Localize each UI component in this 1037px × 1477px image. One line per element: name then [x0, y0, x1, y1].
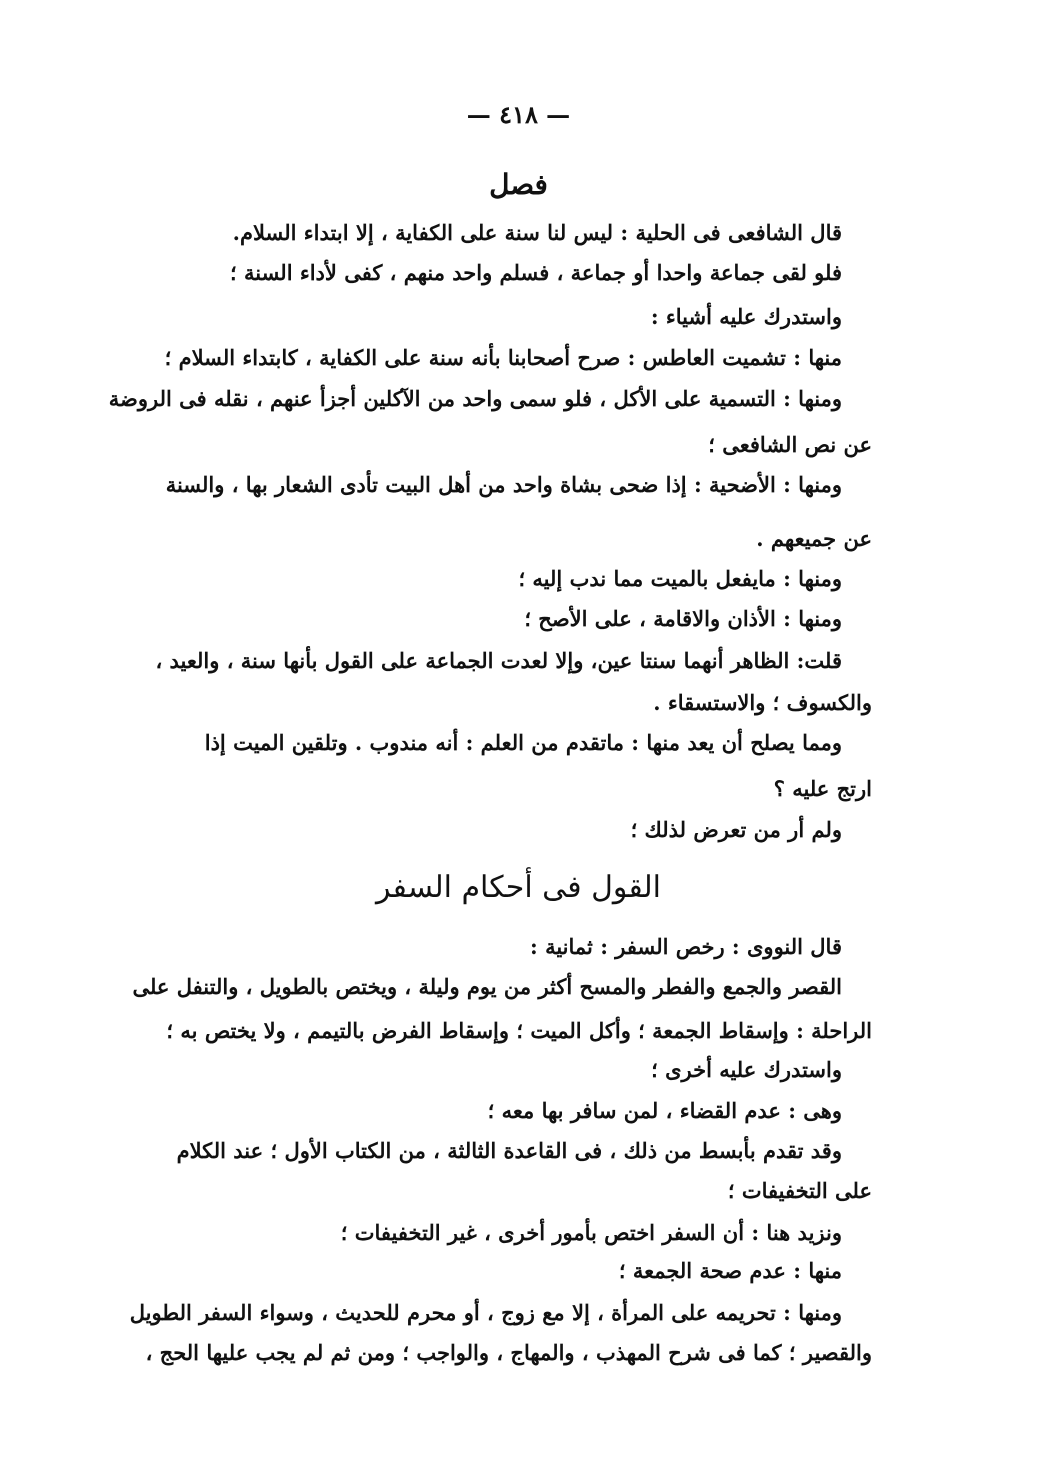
text-line: القصر والجمع والفطر والمسح أكثر من يوم وليلة ، ويختص بالطويل ، والتنفل على — [132, 974, 842, 999]
text-line: ارتج عليه ؟ — [773, 776, 872, 801]
text-line: ولم أر من تعرض لذلك ؛ — [630, 817, 842, 842]
text-line: ومما يصلح أن يعد منها : ماتقدم من العلم : أنه مندوب . وتلقين الميت إذا — [204, 730, 842, 755]
text-line: واستدرك عليه أخرى ؛ — [651, 1057, 842, 1082]
text-line: واستدرك عليه أشياء : — [650, 304, 842, 329]
page-number: — ٤١٨ — — [466, 100, 571, 129]
text-line: ومنها : الأذان والاقامة ، على الأصح ؛ — [524, 606, 842, 631]
text-line: وقد تقدم بأبسط من ذلك ، فى القاعدة الثالثة ، من الكتاب الأول ؛ عند الكلام — [176, 1138, 842, 1163]
section-heading-fasl: فصل — [489, 168, 548, 201]
text-line: فلو لقى جماعة واحدا أو جماعة ، فسلم واحد منهم ، كفى لأداء السنة ؛ — [229, 260, 842, 285]
text-line: قال الشافعى فى الحلية : ليس لنا سنة على الكفاية ، إلا ابتداء السلام. — [232, 220, 842, 245]
text-line: منها : تشميت العاطس : صرح أصحابنا بأنه سنة على الكفاية ، كابتداء السلام ؛ — [164, 345, 842, 370]
section-heading-travel: القول فى أحكام السفر — [375, 870, 662, 905]
text-line: منها : عدم صحة الجمعة ؛ — [618, 1258, 842, 1283]
text-line: والقصير ؛ كما فى شرح المهذب ، والمهاج ، والواجب ؛ ومن ثم لم يجب عليها الحج ، — [145, 1340, 872, 1365]
text-line: قال النووى : رخص السفر : ثمانية : — [530, 934, 842, 959]
text-line: قلت: الظاهر أنهما سنتا عين، وإلا لعدت الجماعة على القول بأنها سنة ، والعيد ، — [155, 648, 842, 673]
text-line: والكسوف ؛ والاستسقاء . — [653, 690, 872, 715]
text-line: ونزيد هنا : أن السفر اختص بأمور أخرى ، غير التخفيفات ؛ — [340, 1220, 842, 1245]
text-line: ومنها : التسمية على الأكل ، فلو سمى واحد من الآكلين أجزأ عنهم ، نقله فى الروضة — [108, 386, 842, 411]
text-line: وهى : عدم القضاء ، لمن سافر بها معه ؛ — [487, 1098, 842, 1123]
text-line: ومنها : تحريمه على المرأة ، إلا مع زوج ، أو محرم للحديث ، وسواء السفر الطويل — [129, 1300, 842, 1325]
text-line: على التخفيفات ؛ — [727, 1178, 872, 1203]
text-line: عن نص الشافعى ؛ — [708, 432, 872, 457]
text-line: عن جميعهم . — [756, 526, 872, 551]
text-line: الراحلة : وإسقاط الجمعة ؛ وأكل الميت ؛ وإسقاط الفرض بالتيمم ، ولا يختص به ؛ — [166, 1018, 872, 1043]
text-line: ومنها : مايفعل بالميت مما ندب إليه ؛ — [518, 566, 842, 591]
text-line: ومنها : الأضحية : إذا ضحى بشاة واحد من أهل البيت تأدى الشعار بها ، والسنة — [165, 472, 842, 497]
